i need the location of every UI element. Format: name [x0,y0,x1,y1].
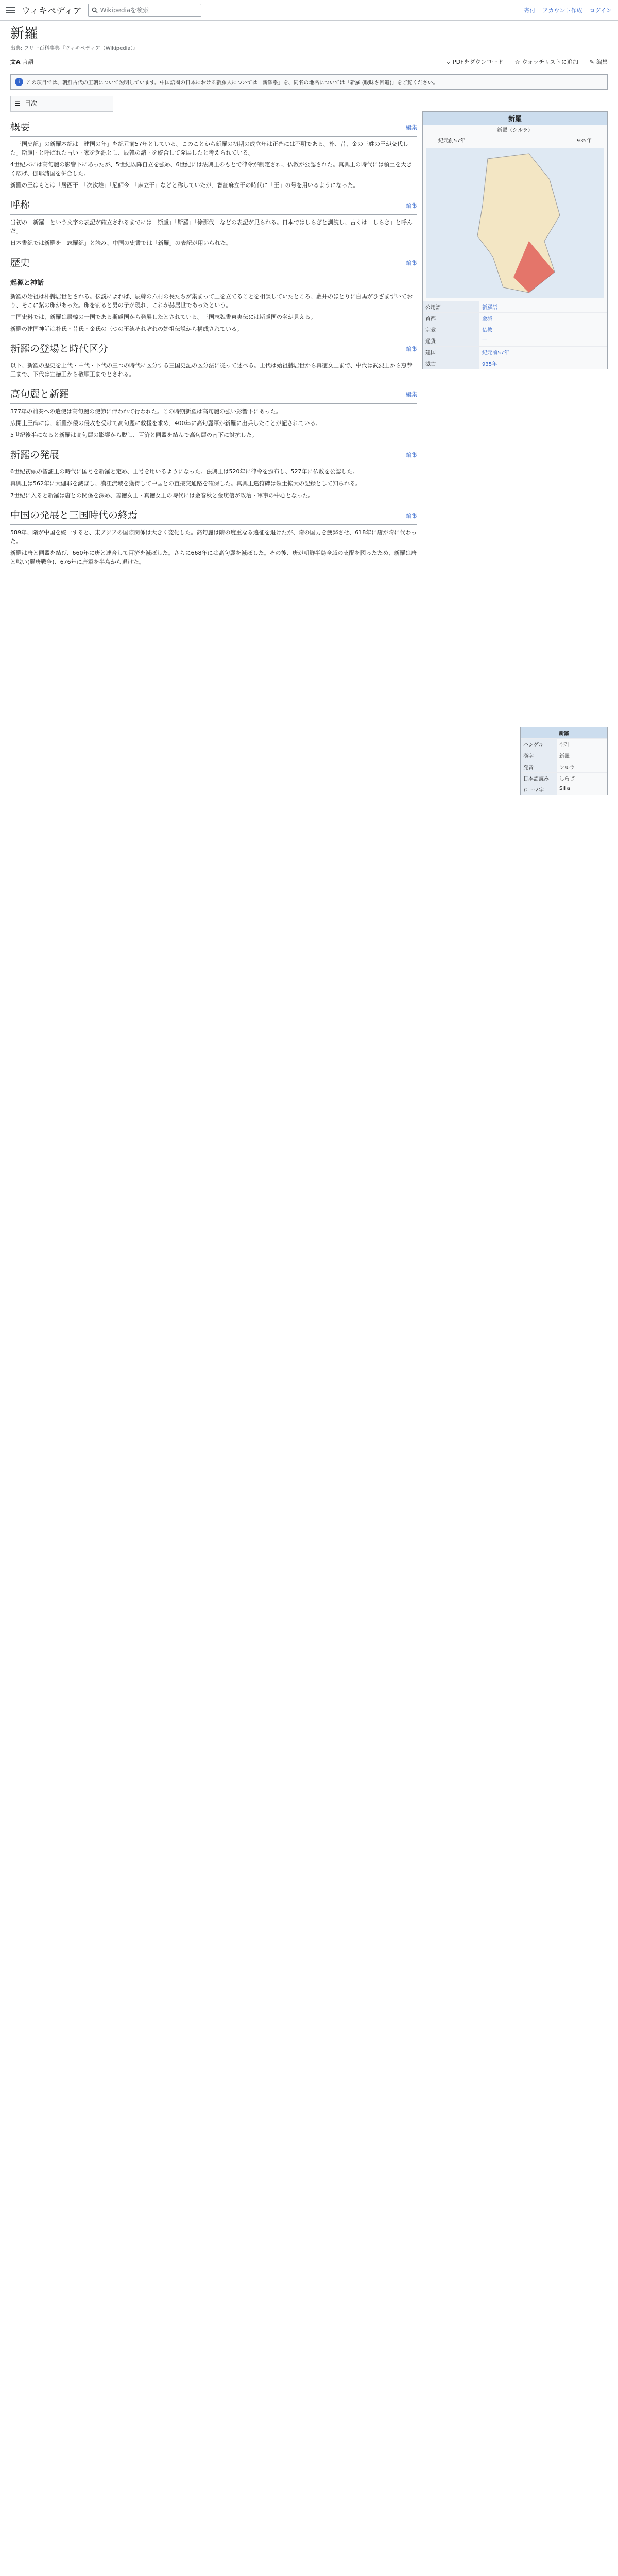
korea-map-image [426,148,604,298]
paragraph: 377年の前秦への遣使は高句麗の使節に伴われて行われた。この時期新羅は高句麗の強い影響下にあった。 [10,408,282,415]
infobox [422,111,608,369]
section-edit-link[interactable]: 編集 [406,260,417,267]
search-placeholder: Wikipediaを検索 [100,7,149,14]
article-body [10,96,608,794]
paragraph: 新羅の始祖は朴赫居世とされる。伝説によれば、辰韓の六村の長たちが集まって王を立てることを相談していたところ、蘿井のほとりに白馬がひざまずいており、そこに紫の卵があった。卵を割ると男の子が現れ、これが赫居世であったという。 [10,293,413,309]
paragraph: 5世紀後半になると新羅は高句麗の影響から脱し、百済と同盟を結んで高句麗の南下に対抗した。 [10,431,258,438]
section-edit-link[interactable]: 編集 [406,124,417,131]
edit-link[interactable] [590,58,608,66]
section-heading [10,198,417,214]
section-title: 呼称 [10,199,30,211]
hatnote-text: この項目では、朝鮮古代の王朝について説明しています。中国語圏の日本における新羅人については「新羅系」を、同名の地名については「新羅 (曖昧さ回避)」をご覧ください。 [26,80,438,86]
search-box[interactable] [88,4,201,17]
paragraph: 7世紀に入ると新羅は唐との関係を深め、善徳女王・真徳女王の時代には金春秋と金庾信が政治・軍事の中心となった。 [10,492,314,499]
infobox-row [423,346,607,358]
kbox-row [521,738,607,750]
paragraph: 新羅の王はもとは「居西干」「次次雄」「尼師今」「麻立干」などと称していたが、智証麻立干の時代に「王」の号を用いるようになった。 [10,182,359,189]
watchlist-link[interactable] [515,58,578,66]
paragraph: 以下、新羅の歴史を上代・中代・下代の三つの時代に区分する三国史記の区分法に従って述べる。上代は始祖赫居世から真徳女王まで、中代は武烈王から恵恭王まで、下代は宣徳王から敬順王までとされる。 [10,362,413,378]
section-heading [10,120,417,137]
section-heading [10,448,417,464]
article-column [10,96,417,566]
paragraph: 日本書紀では新羅を「志羅紀」と読み、中国の史書では「新羅」の表記が用いられた。 [10,239,232,246]
kbox-row [521,761,607,772]
infobox-value[interactable]: — [482,337,487,343]
toc-label: 目次 [24,100,37,108]
edit-label: 編集 [596,59,608,66]
section-edit-link[interactable]: 編集 [406,345,417,352]
wikipedia-logo[interactable]: ウィキペディア [22,6,82,16]
kbox-title: 新羅 [521,727,607,738]
infobox-key: 建国 [423,347,479,358]
infobox-row [423,335,607,346]
kbox-key: ハングル [521,739,557,750]
kbox-value: 신라 [559,742,570,749]
kbox-value: シルラ [559,765,575,771]
pencil-icon: ✎ [589,58,594,65]
watch-label: ウォッチリストに追加 [522,59,578,66]
user-links [524,6,612,14]
subsection-title: 起源と神話 [10,279,44,287]
kbox-row [521,772,607,784]
kbox-value: 新羅 [559,754,570,760]
section-edit-link[interactable]: 編集 [406,202,417,209]
paragraph: 6世紀初頭の智証王の時代に国号を新羅と定め、王号を用いるようになった。法興王は520年に律令を頒布し、527年に仏教を公認した。 [10,468,358,476]
paragraph: 当初の「新羅」という文字の表記が確立されるまでには「斯盧」「斯羅」「徐那伐」などの表記が見られる。日本ではしらぎと訓読し、古くは「しらき」と呼んだ。 [10,218,413,234]
download-icon: ⇩ [445,58,451,65]
kbox-value: Silla [559,786,570,792]
section-title: 新羅の発展 [10,449,60,461]
pdf-download-link[interactable] [446,58,504,66]
paragraph: 真興王は562年に大伽耶を滅ぼし、漢江流域を獲得して中国との直接交通路を確保した。真興王巡狩碑は領土拡大の記録として知られる。 [10,480,361,487]
infobox-value[interactable]: 金城 [482,316,492,323]
hatnote [10,74,608,90]
infobox-key: 首都 [423,313,479,324]
page-subtitle: 出典: フリー百科事典『ウィキペディア（Wikipedia）』 [10,46,139,52]
korean-name-box [520,727,608,795]
star-icon: ☆ [514,58,520,65]
infobox-title: 新羅 [423,112,607,125]
menu-icon[interactable] [6,7,15,13]
paragraph: 589年、隋が中国を統一すると、東アジアの国際関係は大きく変化した。高句麗は隋の度重なる遠征を退けたが、隋の国力を疲弊させ、618年に唐が隋に代わった。 [10,529,417,545]
section-heading [10,256,417,272]
paragraph: 新羅の建国神話は朴氏・昔氏・金氏の三つの王統それぞれの始祖伝説から構成されている。 [10,325,243,332]
language-icon: 文A [10,59,21,66]
language-button[interactable] [10,58,34,66]
paragraph: 広開土王碑には、新羅が倭の侵攻を受けて高句麗に救援を求め、400年に高句麗軍が新羅に出兵したことが記されている。 [10,419,321,427]
section-heading [10,387,417,403]
section-heading [10,342,417,358]
kbox-key: 発音 [521,761,557,772]
section-title: 歴史 [10,257,30,268]
toc-toggle[interactable] [10,96,113,112]
kbox-key: 漢字 [521,750,557,761]
paragraph: 新羅は唐と同盟を結び、660年に唐と連合して百済を滅ぼした。さらに668年には高句麗を滅ぼした。その後、唐が朝鮮半島全域の支配を図ったため、新羅は唐と戦い(羅唐戦争)、676年に唐軍を半島から退けた。 [10,549,417,565]
kbox-row [521,750,607,761]
donate-link[interactable]: 寄付 [524,7,536,14]
language-label: 言語 [22,59,34,66]
infobox-subtitle: 新羅（シルラ） [497,128,533,134]
section-title: 新羅の登場と時代区分 [10,343,109,354]
paragraph: 4世紀末には高句麗の影響下にあったが、5世紀以降自立を強め、6世紀には法興王のもとで律令が制定され、仏教が公認された。真興王の時代には領土を大きく広げ、伽耶諸国を併合した。 [10,161,413,177]
create-account-link[interactable]: アカウント作成 [542,7,582,14]
info-icon: i [15,78,23,86]
section-heading [10,508,417,524]
kbox-row [521,784,607,795]
section-edit-link[interactable]: 編集 [406,452,417,459]
infobox-row [423,324,607,335]
toc-icon: ☰ [15,100,21,108]
kbox-value: しらぎ [559,776,575,783]
page-tabs [10,58,608,69]
infobox-row [423,312,607,324]
top-bar [0,0,618,21]
section-title: 高句麗と新羅 [10,388,70,400]
section-title: 概要 [10,121,30,133]
infobox-value[interactable]: 935年 [482,362,497,368]
pdf-label: PDFをダウンロード [453,59,504,66]
search-icon [92,7,98,13]
infobox-key: 宗教 [423,324,479,335]
infobox-row [423,301,607,312]
ended-year: 935年 [576,138,592,144]
infobox-row [423,358,607,369]
infobox-key: 公用語 [423,301,479,312]
kbox-key: 日本語読み [521,773,557,784]
page-title: 新羅 [10,26,38,42]
paragraph: 中国史料では、新羅は辰韓の一国である斯盧国から発展したとされている。三国志魏書東夷伝には斯盧国の名が見える。 [10,313,316,320]
section-edit-link[interactable]: 編集 [406,512,417,519]
founded-year: 紀元前57年 [438,138,466,144]
section-edit-link[interactable]: 編集 [406,391,417,398]
paragraph: 「三国史記」の新羅本紀は「建国の年」を紀元前57年としている。このことから新羅の初期の成立年は正確には不明である。朴、昔、金の三姓の王が交代した。斯盧国と呼ばれた古い国家を起源とし、辰韓の諸国を統合して発展したと考えられている。 [10,141,408,157]
infobox-key: 通貨 [423,335,479,346]
territory-map [426,148,604,298]
infobox-value[interactable]: 新羅語 [482,305,497,311]
kbox-key: ローマ字 [521,784,557,795]
login-link[interactable]: ログイン [589,7,612,14]
infobox-key: 滅亡 [423,358,479,369]
infobox-value[interactable]: 仏教 [482,328,492,334]
section-title: 中国の発展と三国時代の終焉 [10,510,138,521]
infobox-value[interactable]: 紀元前57年 [482,350,509,357]
